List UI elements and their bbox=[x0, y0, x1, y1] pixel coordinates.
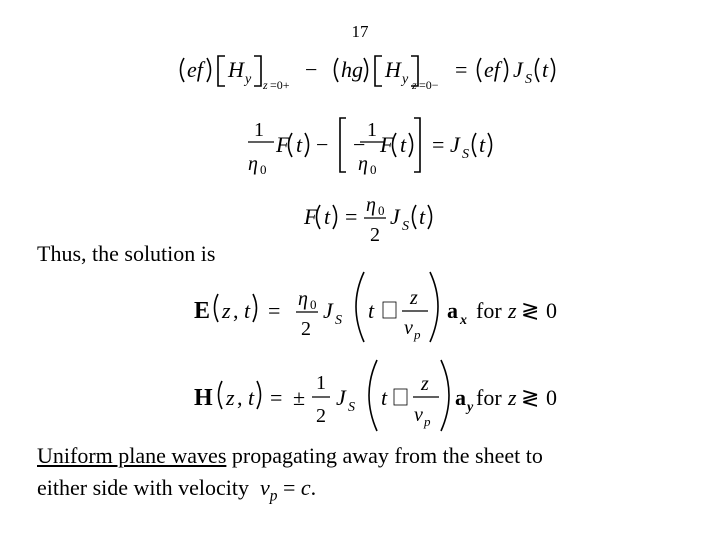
svg-text:H: H bbox=[228, 57, 244, 82]
svg-text:=0+: =0+ bbox=[270, 78, 290, 92]
svg-text:J: J bbox=[390, 204, 400, 229]
svg-text:0: 0 bbox=[546, 298, 557, 323]
svg-text:=: = bbox=[268, 298, 281, 323]
svg-text:1: 1 bbox=[254, 119, 264, 141]
svg-text:−: − bbox=[353, 132, 366, 157]
svg-text:F: F bbox=[276, 132, 290, 157]
svg-text:a: a bbox=[447, 298, 458, 323]
svg-text:0: 0 bbox=[370, 162, 377, 177]
svg-text:t: t bbox=[479, 132, 486, 157]
svg-text:hg: hg bbox=[341, 57, 363, 82]
svg-text:t: t bbox=[244, 298, 251, 323]
svg-text:S: S bbox=[402, 219, 409, 234]
svg-text:z: z bbox=[263, 78, 268, 92]
svg-text:z: z bbox=[508, 385, 517, 410]
svg-text:a: a bbox=[455, 385, 466, 410]
svg-text:=: = bbox=[432, 132, 445, 157]
svg-text:z: z bbox=[421, 373, 429, 395]
svg-text:η: η bbox=[298, 288, 308, 310]
svg-text:S: S bbox=[525, 72, 532, 87]
conclusion-line-1-rest: propagating away from the sheet to bbox=[226, 443, 543, 468]
svg-text:J: J bbox=[323, 298, 333, 323]
svg-text:t: t bbox=[381, 385, 388, 410]
svg-text:H: H bbox=[385, 57, 401, 82]
svg-text:S: S bbox=[462, 147, 469, 162]
velocity-subscript: p bbox=[269, 487, 278, 505]
page-number: 17 bbox=[351, 22, 369, 41]
underlined-term: Uniform plane waves bbox=[37, 443, 227, 468]
svg-text:t: t bbox=[248, 385, 255, 410]
svg-text:z: z bbox=[412, 78, 417, 92]
svg-text:for: for bbox=[476, 385, 502, 410]
svg-text:y: y bbox=[245, 72, 252, 87]
svg-text:t: t bbox=[324, 204, 331, 229]
svg-text:2: 2 bbox=[316, 405, 326, 427]
equation-2 bbox=[248, 118, 492, 177]
svg-text:0: 0 bbox=[546, 385, 557, 410]
svg-text:=0−: =0− bbox=[419, 78, 439, 92]
solution-intro: Thus, the solution is bbox=[37, 241, 216, 266]
svg-text:z: z bbox=[508, 298, 517, 323]
svg-text:±: ± bbox=[293, 385, 306, 410]
svg-text:t: t bbox=[542, 57, 549, 82]
svg-text:J: J bbox=[336, 385, 346, 410]
conclusion-line-2-prefix: either side with velocity bbox=[37, 475, 255, 500]
svg-text:F: F bbox=[380, 132, 394, 157]
equation-3 bbox=[303, 194, 432, 246]
svg-text:,: , bbox=[237, 385, 243, 410]
velocity-symbol: v bbox=[260, 475, 270, 500]
svg-text:=: = bbox=[345, 204, 358, 229]
equation-1 bbox=[181, 56, 555, 92]
svg-text:v: v bbox=[414, 404, 423, 426]
svg-text:p: p bbox=[424, 414, 431, 429]
period: . bbox=[310, 475, 317, 500]
svg-text:t: t bbox=[400, 132, 407, 157]
speed-of-light-symbol: c bbox=[300, 475, 311, 500]
svg-text:η: η bbox=[248, 153, 258, 175]
svg-text:J: J bbox=[450, 132, 460, 157]
svg-text:η: η bbox=[366, 194, 376, 216]
svg-text:t: t bbox=[368, 298, 375, 323]
svg-text:=: = bbox=[455, 57, 468, 82]
svg-text:−: − bbox=[305, 57, 318, 82]
svg-text:p: p bbox=[414, 327, 421, 342]
svg-text:S: S bbox=[335, 313, 342, 328]
svg-text:2: 2 bbox=[301, 318, 311, 340]
equation-e-field bbox=[194, 272, 557, 342]
svg-text:1: 1 bbox=[367, 119, 377, 141]
svg-text:z: z bbox=[222, 298, 231, 323]
svg-text:0: 0 bbox=[310, 297, 317, 312]
svg-text:η: η bbox=[358, 153, 368, 175]
svg-text:,: , bbox=[233, 298, 239, 323]
svg-text:F: F bbox=[304, 204, 318, 229]
equals-sign: = bbox=[277, 475, 301, 500]
svg-text:z: z bbox=[410, 287, 418, 309]
svg-text:t: t bbox=[419, 204, 426, 229]
svg-text:v: v bbox=[404, 317, 413, 339]
svg-text:for: for bbox=[476, 298, 502, 323]
svg-text:=: = bbox=[270, 385, 283, 410]
conclusion-paragraph bbox=[37, 440, 697, 512]
svg-text:ef: ef bbox=[187, 57, 203, 82]
svg-text:1: 1 bbox=[316, 372, 326, 394]
svg-text:≷: ≷ bbox=[521, 385, 540, 410]
svg-text:−: − bbox=[316, 132, 329, 157]
svg-text:ef: ef bbox=[484, 57, 500, 82]
conclusion-line-2 bbox=[37, 472, 697, 512]
svg-text:0: 0 bbox=[378, 203, 385, 218]
svg-text:E: E bbox=[194, 298, 211, 324]
svg-text:H: H bbox=[194, 385, 213, 411]
svg-text:x: x bbox=[460, 313, 467, 328]
conclusion-line-1 bbox=[37, 440, 697, 472]
equation-h-field bbox=[194, 360, 557, 431]
svg-text:y: y bbox=[467, 400, 474, 415]
svg-text:S: S bbox=[348, 400, 355, 415]
svg-text:y: y bbox=[402, 72, 409, 87]
svg-text:≷: ≷ bbox=[521, 298, 540, 323]
svg-text:0: 0 bbox=[260, 162, 267, 177]
svg-text:2: 2 bbox=[370, 224, 380, 246]
svg-text:z: z bbox=[226, 385, 235, 410]
svg-text:J: J bbox=[513, 57, 523, 82]
svg-text:t: t bbox=[296, 132, 303, 157]
